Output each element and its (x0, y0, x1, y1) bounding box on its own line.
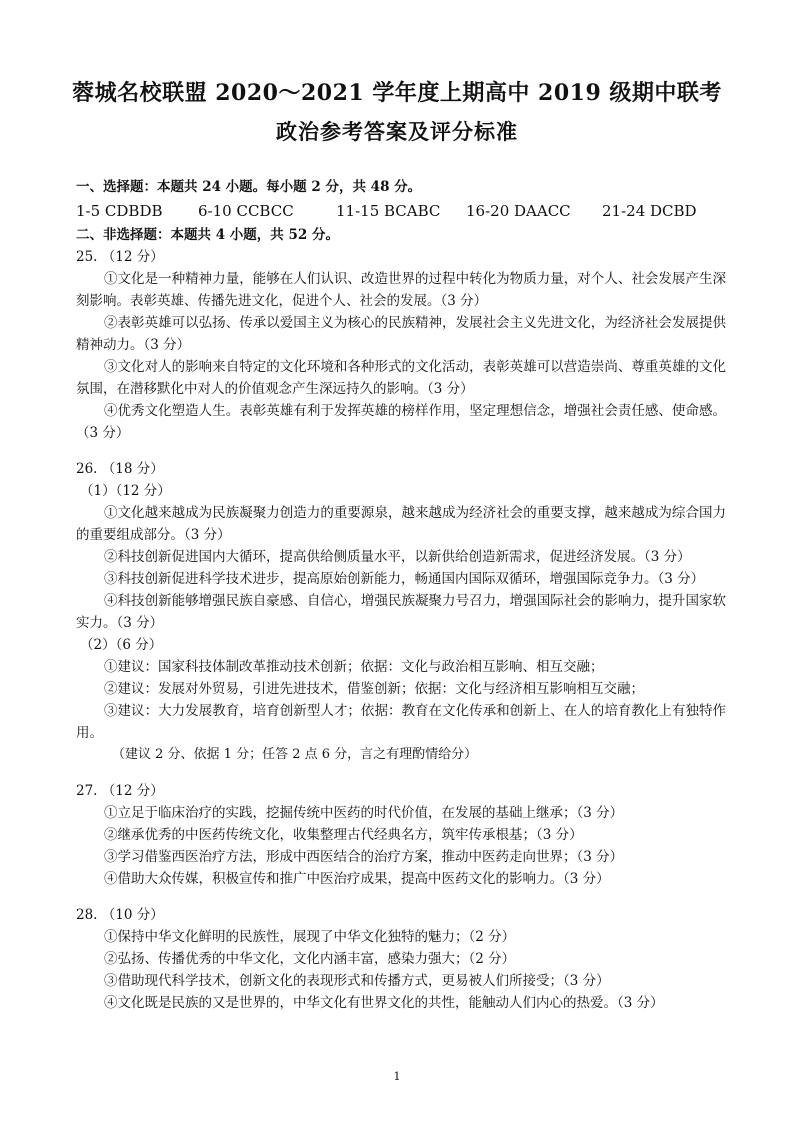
question-26-sub1-point: ②科技创新促进国内大循环，提高供给侧质量水平，以新供给创造新需求，促进经济发展。（3 分） (104, 549, 691, 565)
question-26-sub1-point: ③科技创新促进科学技术进步，提高原始创新能力，畅通国内国际双循环，增强国际竞争力。（3 分） (104, 571, 705, 587)
question-26-scoring-note: （建议 2 分、依据 1 分；任答 2 点 6 分，言之有理酌情给分） (112, 747, 478, 762)
question-28-point: ④文化既是民族的又是世界的，中华文化有世界文化的共性，能触动人们内心的热爱。（3 分） (104, 995, 664, 1011)
choice-answer-group: 16-20 DAACC (466, 202, 571, 220)
question-27-point: ④借助大众传媒，积极宣传和推广中医治疗成果，提高中医药文化的影响力。（3 分） (104, 871, 610, 887)
choice-answer-group: 1-5 CDBDB (76, 202, 163, 220)
choice-answers (76, 198, 726, 224)
question-27-point: ①立足于临床治疗的实践，挖掘传统中医药的时代价值，在发展的基础上继承；（3 分） (104, 805, 624, 821)
question-28-point: ①保持中华文化鲜明的民族性，展现了中华文化独特的魅力；（2 分） (104, 929, 516, 945)
page-subtitle: 政治参考答案及评分标准 (276, 119, 518, 144)
question-25-point: ③文化对人的影响来自特定的文化环境和各种形式的文化活动，表彰英雄可以营造崇尚、尊重英雄的文化氛围，在潜移默化中对人的价值观念产生深远持久的影响。（3 分） (76, 359, 726, 397)
question-26-sub2-heading: （2）（6 分） (80, 637, 163, 653)
question-25-point: ①文化是一种精神力量，能够在人们认识、改造世界的过程中转化为物质力量，对个人、社会发展产生深刻影响。表彰英雄、传播先进文化，促进个人、社会的发展。（3 分） (76, 271, 726, 309)
question-27-point: ②继承优秀的中医药传统文化，收集整理古代经典名方，筑牢传承根基；（3 分） (104, 827, 583, 843)
part2-heading: 二、非选择题：本题共 4 小题，共 52 分。 (76, 227, 339, 243)
page-title: 蓉城名校联盟 2020～2021 学年度上期高中 2019 级期中联考 (72, 80, 722, 106)
question-27-heading: 27. （12 分） (76, 783, 164, 799)
part1-heading: 一、选择题：本题共 24 小题。每小题 2 分，共 48 分。 (76, 179, 422, 195)
choice-answer-group: 21-24 DCBD (602, 202, 697, 220)
question-26-sub1-point: ④科技创新能够增强民族自豪感、自信心，增强民族凝聚力号召力，增强国际社会的影响力，提升国家软实力。（3 分） (76, 593, 726, 631)
page-number: 1 (393, 1070, 401, 1083)
choice-answer-group: 6-10 CCBCC (198, 202, 294, 220)
question-25-point: ②表彰英雄可以弘扬、传承以爱国主义为核心的民族精神，发展社会主义先进文化，为经济社会发展提供精神动力。（3 分） (76, 315, 726, 353)
question-28-point: ②弘扬、传播优秀的中华文化，文化内涵丰富，感染力强大；（2 分） (104, 951, 516, 967)
question-26-heading: 26. （18 分） (76, 461, 164, 477)
question-26-sub2-point: ②建议：发展对外贸易，引进先进技术，借鉴创新；依据：文化与经济相互影响相互交融； (104, 681, 644, 697)
question-27-point: ③学习借鉴西医治疗方法，形成中西医结合的治疗方案，推动中医药走向世界；（3 分） (104, 849, 624, 865)
question-28-heading: 28. （10 分） (76, 907, 164, 923)
question-25-heading: 25. （12 分） (76, 249, 164, 265)
question-26-sub2-point: ①建议：国家科技体制改革推动技术创新；依据：文化与政治相互影响、相互交融； (104, 659, 604, 675)
question-26-sub1-heading: （1）（12 分） (80, 483, 171, 499)
answer-content (76, 176, 726, 1014)
question-26-sub1-point: ①文化越来越成为民族凝聚力创造力的重要源泉，越来越成为经济社会的重要支撑，越来越成为综合国力的重要组成部分。（3 分） (76, 505, 726, 543)
question-25-point: ④优秀文化塑造人生。表彰英雄有利于发挥英雄的榜样作用，坚定理想信念，增强社会责任感、使命感。（3 分） (76, 403, 726, 441)
question-26-sub2-point: ③建议：大力发展教育，培育创新型人才；依据：教育在文化传承和创新上、在人的培育教化上有独特作用。 (76, 703, 726, 741)
question-28-point: ③借助现代科学技术，创新文化的表现形式和传播方式，更易被人们所接受；（3 分） (104, 973, 610, 989)
choice-answer-group: 11-15 BCABC (336, 202, 441, 220)
